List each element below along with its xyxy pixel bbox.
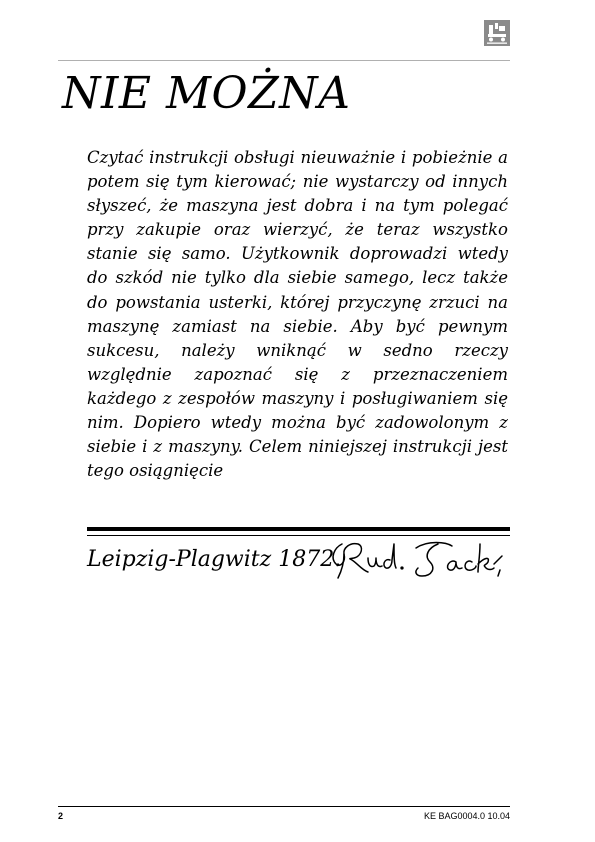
machine-logo-icon — [484, 20, 510, 46]
document-code: KE BAG0004.0 10.04 — [423, 811, 510, 821]
page-number: 2 — [58, 811, 64, 821]
body-paragraph: Czytać instrukcji obsługi nieuważnie i pobieżnie a potem się tym kierować; nie wystarczy od innych słyszeć, że maszyna jest dobra i na tym polegać przy zakupie oraz wierzyć, że teraz wszystko stanie się samo. Użytkownik doprowadzi wtedy do szkód nie tylko dla siebie samego, lecz także do powstania usterki, której przyczynę zrzuci na maszynę zamiast na siebie. Aby być pewnym sukcesu, należy wniknąć w sedno rzeczy względnie zapoznać się z przeznaczeniem każdego z zespołów maszyny i posługiwaniem się nim. Dopiero wtedy można być zadowolonym z siebie i z maszyny. Celem niniejszej instrukcji jest tego osiągnięcie — [87, 148, 508, 481]
header-divider — [58, 60, 510, 61]
handwritten-signature — [324, 534, 514, 584]
place-date-line: Leipzig-Plagwitz 1872. — [87, 547, 342, 572]
page-title: NIE MOŻNA — [62, 68, 351, 119]
footer-divider — [58, 806, 510, 807]
thick-divider — [87, 527, 510, 531]
